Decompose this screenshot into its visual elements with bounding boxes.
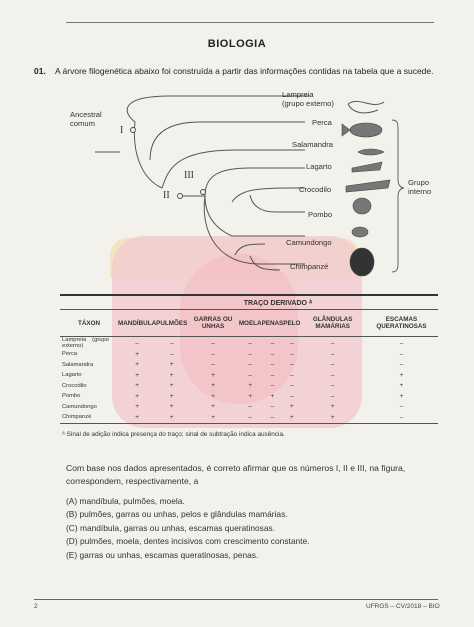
table-cell: – [211,361,215,369]
table-cell: + [399,382,404,390]
table-cell: – [290,392,294,400]
table-cell: – [248,361,252,369]
table-cell: + [135,382,139,390]
option-c[interactable]: (C) mandíbula, garras ou unhas, escamas queratinosas. [66,522,276,533]
table-cell-taxon: Perca [62,351,78,358]
taxon-column-header: TÁXON [60,310,118,337]
table-cell: – [248,339,252,347]
table-super-header: TRAÇO DERIVADO ᴬ [118,295,438,310]
option-b[interactable]: (B) pulmões, garras ou unhas, pelos e glândulas mamárias. [66,509,288,520]
trait-table [60,294,438,424]
phylogenetic-tree [0,0,474,292]
table-row [60,391,438,402]
answer-options [66,495,309,562]
table-cell: + [169,361,174,369]
table-cell: + [283,412,300,423]
table-cell: – [290,350,294,358]
taxon-chimpanze: Chimpanzé [290,262,329,271]
table-cell: + [135,350,139,358]
table-cell: + [135,392,139,400]
table-cell-taxon: Chimpanzé [60,412,118,423]
table-row [60,337,438,350]
bottom-rule [34,599,438,600]
node-ii-label: II [163,190,170,201]
exam-code: UFRGS – CV/2018 – BIO [366,603,440,610]
table-cell: + [211,403,215,411]
table-cell: – [270,403,275,411]
table-cell: + [290,403,294,411]
column-header: GARRAS OU UNHAS [187,310,239,337]
table-cell: – [290,361,294,369]
page-number: 2 [34,603,38,610]
table-cell: + [248,392,253,400]
table-cell: + [156,412,187,423]
table-cell: – [330,339,335,347]
table-cell: – [399,403,404,411]
taxon-lagarto: Lagarto [306,162,332,171]
taxon-crocodilo: Crocodilo [299,185,332,194]
table-cell: – [399,361,404,369]
table-cell: – [169,350,174,358]
table-cell: – [330,361,335,369]
node-iii-label: III [184,170,194,181]
table-cell: – [290,339,294,347]
table-cell: – [330,371,335,379]
table-cell: + [187,412,239,423]
table-cell-taxon: Crocodilo [62,382,87,389]
table-cell-taxon: Lagarto [62,372,82,379]
table-cell: + [169,403,174,411]
table-cell: – [211,350,215,358]
table-cell: + [211,371,215,379]
table-cell: – [270,361,275,369]
table-cell: + [399,371,404,379]
table-cell: + [118,412,156,423]
table-cell: + [330,403,335,411]
column-header: PULMÕES [156,310,187,337]
question-number: 01. [34,66,46,76]
table-cell: – [169,339,174,347]
question-text: A árvore filogenética abaixo foi construída a partir das informações contidas na tabela que a sucede. [55,66,434,76]
group-internal-label: Grupo interno [408,178,432,196]
table-cell: – [270,350,275,358]
table-cell: – [270,339,275,347]
table-cell: + [169,392,174,400]
table-cell-taxon: Camundongo [62,403,97,410]
root-label: Ancestral comum [70,110,102,128]
option-a[interactable]: (A) mandíbula, pulmões, moela. [66,496,185,506]
table-row [60,370,438,381]
taxon-lampreia: Lampreia (grupo externo) [282,90,334,108]
table-cell: – [290,382,294,390]
question-stem: Com base nos dados apresentados, é correto afirmar que os números I, II e III, na figura, correspondem, respectivamente, a [66,463,406,486]
table-row [60,360,438,371]
table-cell: – [330,392,335,400]
table-cell: + [270,392,275,400]
table-cell: – [399,339,404,347]
table-row [60,412,438,423]
table-cell: + [169,371,174,379]
table-cell: + [300,412,365,423]
column-header: PENAS [262,310,284,337]
table-cell: + [135,361,139,369]
table-cell: – [239,412,262,423]
table-footnote: ᴬ Sinal de adição indica presença do traço; sinal de subtração indica ausência. [62,431,285,438]
table-cell: – [270,371,275,379]
table-cell: – [365,412,438,423]
table-cell: + [135,403,139,411]
column-header: MOELA [239,310,262,337]
table-row [60,381,438,392]
table-cell-taxon: Pombo [62,393,81,400]
column-header: MANDÍBULA [118,310,156,337]
table-cell: + [135,371,139,379]
table-cell: – [262,412,284,423]
subject-title: BIOLOGIA [207,38,267,50]
table-cell: + [248,382,253,390]
table-cell: – [270,382,275,390]
table-row [60,349,438,360]
table-cell: + [211,392,215,400]
table-cell-taxon: Lampreia (grupo externo) [62,337,109,349]
column-header: PELO [283,310,300,337]
table-body [60,337,438,424]
table-cell: – [399,350,404,358]
option-e[interactable]: (E) garras ou unhas, escamas queratinosas, penas. [66,549,259,560]
table-cell: + [211,382,215,390]
table-cell: – [248,371,252,379]
table-cell: – [135,339,139,347]
column-header: GLÂNDULAS MAMÁRIAS [300,310,365,337]
table-cell: + [399,392,404,400]
table-cell: – [290,371,294,379]
table-cell: – [330,350,335,358]
taxon-camundongo: Camundongo [286,238,332,247]
taxon-pombo: Pombo [308,210,333,219]
node-i-label: I [120,125,124,136]
taxon-salamandra: Salamandra [292,140,333,149]
table-cell: + [169,382,174,390]
table-cell-taxon: Salamandra [62,361,94,368]
table-cell: – [330,382,335,390]
table-cell: – [211,339,215,347]
table-cell: – [248,403,252,411]
table-cell: – [248,350,252,358]
column-header: ESCAMAS QUERATINOSAS [365,310,438,337]
option-d[interactable]: (D) pulmões, moela, dentes incisivos com crescimento constante. [66,536,310,547]
table-row [60,402,438,413]
taxon-perca: Perca [312,118,332,127]
